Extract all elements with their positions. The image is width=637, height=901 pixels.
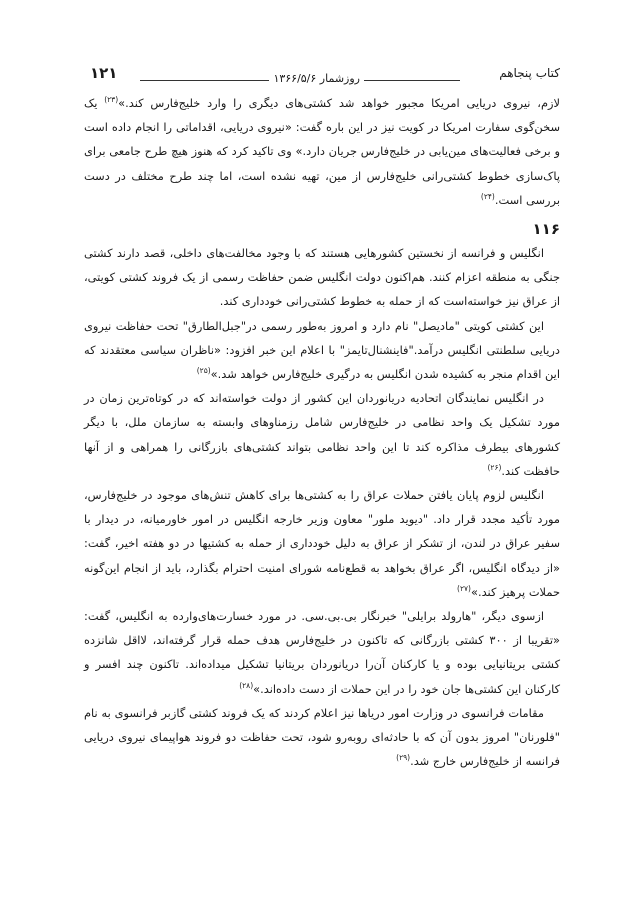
paragraph-4-text: انگلیس لزوم پایان یافتن حملات عراق را به کشتی‌ها برای کاهش تنش‌های موجود در خلیج‌فارس، مورد تأکید مجدد قرار داد. "دیوید ملور" معاون وزیر خارجه انگلیس در امور خاورمیانه، در دیدار با سفیر عراق در لندن، از تشکر از عراق به دلیل خودداری از حمله به کشتیها در دو هفته اخیر، گفت: «از دیدگاه انگلیس، اگر عراق بخواهد به قطع‌نامه شورای امنیت احترام بگذارد، باید از انجام این‌گونه حملات پرهیز کند.» <box>84 488 560 599</box>
footnote-ref-27: (۲۷) <box>457 584 471 594</box>
book-title: کتاب پنجاهم <box>499 66 560 80</box>
page-number: ۱۲۱ <box>90 64 118 82</box>
carryover-paragraph <box>84 91 560 212</box>
footnote-ref-24: (۲۴) <box>480 192 495 202</box>
footnote-ref-26: (۲۶) <box>487 463 502 473</box>
footnote-ref-29: (۲۹) <box>396 753 411 763</box>
paragraph-6-text: مقامات فرانسوی در وزارت امور دریاها نیز اعلام کردند که یک فروند کشتی گازبر فرانسوی به نام "فلورنان" امروز بدون آن که با حادثه‌ای روبه‌رو شود، تحت حفاظت دو فروند هواپیمای نیروی دریایی فرانسه از خلیج‌فارس خارج شد. <box>84 705 560 769</box>
carryover-text: لازم، نیروی دریایی امریکا مجبور خواهد شد کشتی‌های دیگری را وارد خلیج‌فارس کند.» <box>118 96 560 110</box>
paragraph-2 <box>84 314 560 387</box>
body-text <box>84 91 560 773</box>
footnote-ref-23: (۲۳) <box>104 95 119 105</box>
paragraph-2-text: این کشتی کویتی "مادیصل" نام دارد و امروز به‌طور رسمی در"جبل‌الطارق" تحت حفاظت نیروی دریایی سلطنتی انگلیس درآمد."فاینشنال‌تایمز" با اعلام این خبر افزود: «ناظران سیاسی معتقدند که این اقدام منجر به کشیده شدن انگلیس به درگیری خلیج‌فارس خواهد شد.» <box>84 318 560 382</box>
paragraph-5 <box>84 604 560 701</box>
carryover-text-2: یک سخن‌گوی سفارت امریکا در کویت نیز در این باره گفت: «نیروی دریایی، اقداماتی را انجام داده است و برخی فعالیت‌های مین‌یابی در خلیج‌فارس جریان دارد.» وی تاکید کرد که هنوز هیچ طرح جامعی برای پاک‌سازی خطوط کشتی‌رانی خلیج‌فارس از مین، تهیه نشده است، اما چند طرح مختلف در دست بررسی است. <box>84 96 560 207</box>
paragraph-3 <box>84 386 560 483</box>
footnote-ref-25: (۲۵) <box>196 366 211 376</box>
paragraph-3-text: در انگلیس نمایندگان اتحادیه دریانوردان این کشور از دولت خواسته‌اند که در کوتاه‌ترین زمان در مورد تشکیل یک واحد نظامی در خلیج‌فارس شامل رزمناوهای وابسته به سازمان ملل، با دیگر کشورهای بیطرف مذاکره کند تا این واحد نظامی بتواند کشتی‌های بازرگانی را همراهی و از آنها حافظت کند. <box>84 391 560 478</box>
paragraph-1-text: انگلیس و فرانسه از نخستین کشورهایی هستند که با وجود مخالفت‌های داخلی، قصد دارند کشتی جنگی به منطقه اعزام کنند. هم‌اکنون دولت انگلیس ضمن حفاظت رسمی از یک فروند کشتی کویتی، از عراق نیز خواسته‌است که از حمله به خطوط کشتی‌رانی خودداری کند. <box>84 246 560 309</box>
paragraph-5-text: ازسوی دیگر، "هارولد برایلی" خبرنگار بی.بی.سی. در مورد خسارت‌های‌وارده به انگلیس، گفت: «تقریبا از ۳۰۰ کشتی بازرگانی که تاکنون در خلیج‌فارس هدف حمله قرار گرفته‌اند، لااقل شانزده کشتی بریتانیایی بوده و یا کارکنان آن‌را دریانوردان بریتانیا تشکیل میداده‌اند. تاکنون چند افسر و کارکنان این کشتی‌ها جان خود را در این حملات از دست داده‌اند.» <box>84 609 560 696</box>
date-label: روزشمار ۱۳۶۶/۵/۶ <box>269 72 364 85</box>
paragraph-1 <box>84 241 560 314</box>
footnote-ref-28: (۲۸) <box>239 680 254 690</box>
page-header <box>90 64 560 88</box>
paragraph-6 <box>84 701 560 774</box>
paragraph-4 <box>84 483 560 604</box>
section-number: ۱۱۶ <box>532 220 560 239</box>
